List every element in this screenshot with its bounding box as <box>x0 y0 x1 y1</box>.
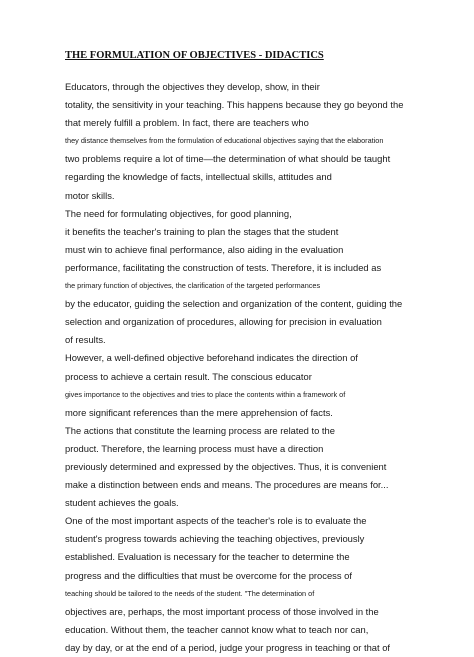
body-line: gives importance to the objectives and tries to place the contents within a framework of <box>65 389 346 399</box>
body-line: of results. <box>65 334 106 346</box>
body-line: two problems require a lot of time—the determination of what should be taught <box>65 153 391 165</box>
body-line: selection and organization of procedures, allowing for precision in evaluation <box>65 316 382 328</box>
body-line: One of the most important aspects of the teacher's role is to evaluate the <box>65 515 367 527</box>
body-line: student's progress towards achieving the teaching objectives, previously <box>65 533 365 545</box>
body-line: totality, the sensitivity in your teaching. This happens because they go beyond the <box>65 99 404 111</box>
body-line: it benefits the teacher's training to plan the stages that the student <box>65 225 339 237</box>
body-line: previously determined and expressed by the objectives. Thus, it is convenient <box>65 460 387 472</box>
body-line: performance, facilitating the construction of tests. Therefore, it is included as <box>65 261 382 273</box>
body-line: objectives are, perhaps, the most important process of those involved in the <box>65 605 379 617</box>
body-line: regarding the knowledge of facts, intellectual skills, attitudes and <box>65 171 332 183</box>
body-line: progress and the difficulties that must be overcome for the process of <box>65 569 352 581</box>
document-title: THE FORMULATION OF OBJECTIVES - DIDACTICS <box>65 50 324 61</box>
body-line: teaching should be tailored to the needs of the student. "The determination of <box>65 588 315 598</box>
body-line: product. Therefore, the learning process must have a direction <box>65 442 324 454</box>
body-line: process to achieve a certain result. The conscious educator <box>65 370 312 382</box>
body-line: make a distinction between ends and means. The procedures are means for... <box>65 479 389 491</box>
body-line: The need for formulating objectives, for good planning, <box>65 207 292 219</box>
body-line: the primary function of objectives, the clarification of the targeted performances <box>65 281 321 291</box>
body-line: established. Evaluation is necessary for the teacher to determine the <box>65 551 350 563</box>
body-line: However, a well-defined objective beforehand indicates the direction of <box>65 352 358 364</box>
body-line: The actions that constitute the learning process are related to the <box>65 424 335 436</box>
body-line: Educators, through the objectives they develop, show, in their <box>65 81 320 92</box>
body-line: must win to achieve final performance, also aiding in the evaluation <box>65 243 344 255</box>
document-body <box>65 78 415 657</box>
body-line: motor skills. <box>65 189 115 201</box>
body-line: student achieves the goals. <box>65 497 179 509</box>
body-line: that merely fulfill a problem. In fact, there are teachers who <box>65 117 309 129</box>
body-line: day by day, or at the end of a period, judge your progress in teaching or that of <box>65 641 391 653</box>
body-line: more significant references than the mere apprehension of facts. <box>65 406 333 418</box>
body-line: by the educator, guiding the selection and organization of the content, guiding the <box>65 298 403 310</box>
body-line: they distance themselves from the formulation of educational objectives saying that the elaboration <box>65 136 384 146</box>
body-line: education. Without them, the teacher cannot know what to teach nor can, <box>65 623 369 635</box>
